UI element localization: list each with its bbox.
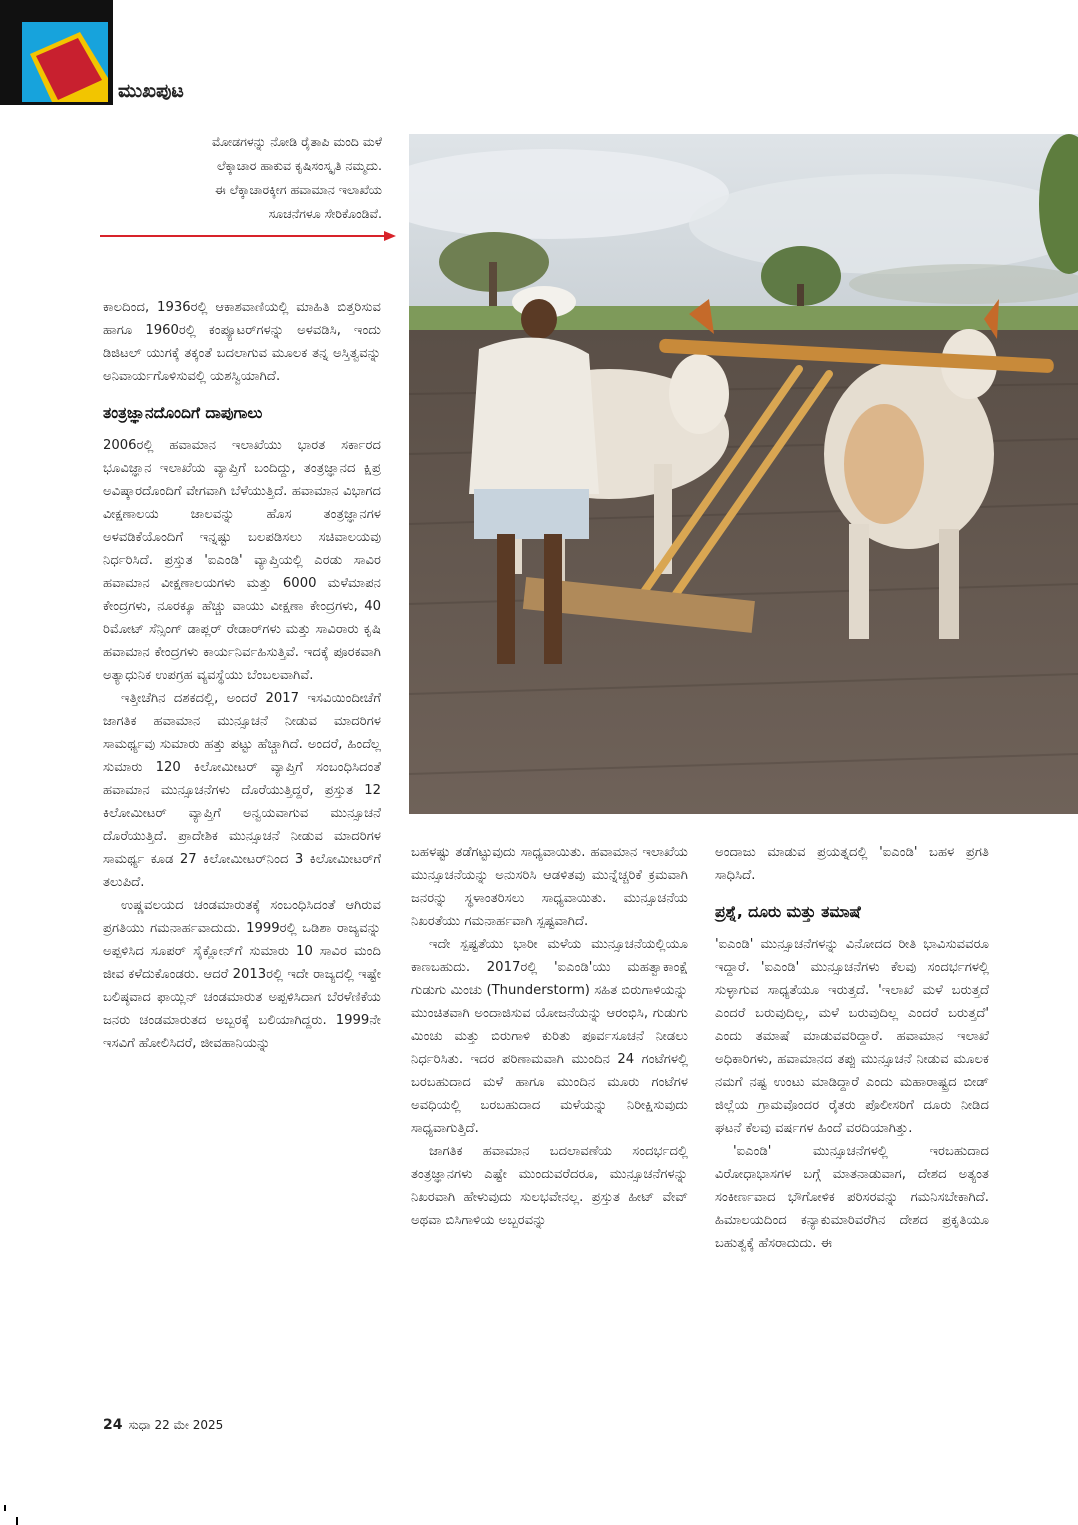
- caption-line: ಲೆಕ್ಕಾಚಾರ ಹಾಕುವ ಕೃಷಿಸಂಸ್ಕೃತಿ ನಮ್ಮದು.: [216, 158, 382, 173]
- caption-line: ಸೂಚನೆಗಳೂ ಸೇರಿಕೊಂಡಿವೆ.: [268, 206, 382, 221]
- page-footer: [103, 1417, 223, 1433]
- article-column-3: [715, 841, 989, 1255]
- article-column-2: [411, 841, 688, 1232]
- body-paragraph: ಇದೇ ಸ್ಪಷ್ಟತೆಯು ಭಾರೀ ಮಳೆಯ ಮುನ್ಸೂಚನೆಯಲ್ಲಿಯೂ ಕಾಣಬಹುದು. 2017ರಲ್ಲಿ 'ಐಎಂಡಿ'ಯು ಮಹತ್ವಾಕಾಂಕ್ಷೆ ಗುಡುಗು ಮಿಂಚು (Thunderstorm) ಸಹಿತ ಬಿರುಗಾಳಿಯನ್ನು ಮುಂಚಿತವಾಗಿ ಅಂದಾಜಿಸುವ ಯೋಜನೆಯನ್ನು ಆರಂಭಿಸಿ, ಗುಡುಗು ಮಿಂಚು ಮತ್ತು ಬಿರುಗಾಳಿ ಕುರಿತು ಪೂರ್ವಸೂಚನೆ ನೀಡಲು ನಿರ್ಧರಿಸಿತು. ಇದರ ಪರಿಣಾಮವಾಗಿ ಮುಂದಿನ 24 ಗಂಟೆಗಳಲ್ಲಿ ಬರಬಹುದಾದ ಮಳೆ ಹಾಗೂ ಮುಂದಿನ ಮೂರು ಗಂಟೆಗಳ ಅವಧಿಯಲ್ಲಿ ಬರಬಹುದಾದ ಮಳೆಯನ್ನು ನಿರೀಕ್ಷಿಸುವುದು ಸಾಧ್ಯವಾಗುತ್ತಿದೆ.: [411, 937, 688, 1136]
- subheading-question-complaint: ಪ್ರಶ್ನೆ, ದೂರು ಮತ್ತು ತಮಾಷೆ: [715, 903, 861, 921]
- body-paragraph: 2006ರಲ್ಲಿ ಹವಾಮಾನ ಇಲಾಖೆಯು ಭಾರತ ಸರ್ಕಾರದ ಭೂವಿಜ್ಞಾನ ಇಲಾಖೆಯ ವ್ಯಾಪ್ತಿಗೆ ಬಂದಿದ್ದು, ತಂತ್ರಜ್ಞಾನದ ಕ್ಷಿಪ್ರ ಅವಿಷ್ಕಾರದೊಂದಿಗೆ ವೇಗವಾಗಿ ಬೆಳೆಯುತ್ತಿದೆ. ಹವಾಮಾನ ವಿಭಾಗದ ವೀಕ್ಷಣಾಲಯ ಜಾಲವನ್ನು ಹೊಸ ತಂತ್ರಜ್ಞಾನಗಳ ಅಳವಡಿಕೆಯೊಂದಿಗೆ ಇನ್ನಷ್ಟು ಬಲಪಡಿಸಲು ಸಚಿವಾಲಯವು ನಿರ್ಧರಿಸಿದೆ. ಪ್ರಸ್ತುತ 'ಐಎಂಡಿ' ವ್ಯಾಪ್ತಿಯಲ್ಲಿ ಎರಡು ಸಾವಿರ ಹವಾಮಾನ ವೀಕ್ಷಣಾಲಯಗಳು ಮತ್ತು 6000 ಮಳೆಮಾಪನ ಕೇಂದ್ರಗಳು, ನೂರಕ್ಕೂ ಹೆಚ್ಚು ವಾಯು ವೀಕ್ಷಣಾ ಕೇಂದ್ರಗಳು, 40 ರಿಮೋಟ್ ಸೆನ್ಸಿಂಗ್ ಡಾಪ್ಲರ್ ರೇಡಾರ್‌ಗಳು ಮತ್ತು ಸಾವಿರಾರು ಕೃಷಿ ಹವಾಮಾನ ಕೇಂದ್ರಗಳು ಕಾರ್ಯನಿರ್ವಹಿಸುತ್ತಿವೆ. ಇದಕ್ಕೆ ಪೂರಕವಾಗಿ ಅತ್ಯಾಧುನಿಕ ಉಪಗ್ರಹ ವ್ಯವಸ್ಥೆಯು ಬೆಂಬಲವಾಗಿವೆ.: [103, 438, 381, 683]
- section-label: ಮುಖಪುಟ: [118, 80, 184, 102]
- crop-mark: [4, 1505, 6, 1511]
- page-number: 24: [103, 1417, 123, 1433]
- caption-line: ಮೋಡಗಳನ್ನು ನೋಡಿ ರೈತಾಪಿ ಮಂದಿ ಮಳೆ: [212, 134, 382, 149]
- body-paragraph: ಕಾಲದಿಂದ, 1936ರಲ್ಲಿ ಆಕಾಶವಾಣಿಯಲ್ಲಿ ಮಾಹಿತಿ ಬಿತ್ತರಿಸುವ ಹಾಗೂ 1960ರಲ್ಲಿ ಕಂಪ್ಯೂಟರ್‌ಗಳನ್ನು ಅಳವಡಿಸಿ, ಇಂದು ಡಿಜಿಟಲ್ ಯುಗಕ್ಕೆ ತಕ್ಕಂತೆ ಬದಲಾಗುವ ಮೂಲಕ ತನ್ನ ಅಸ್ತಿತ್ವವನ್ನು ಅನಿವಾರ್ಯಗೊಳಿಸುವಲ್ಲಿ ಯಶಸ್ವಿಯಾಗಿದೆ.: [103, 300, 381, 384]
- section-logo: [22, 22, 108, 102]
- body-paragraph: ಉಷ್ಣವಲಯದ ಚಂಡಮಾರುತಕ್ಕೆ ಸಂಬಂಧಿಸಿದಂತೆ ಆಗಿರುವ ಪ್ರಗತಿಯು ಗಮನಾರ್ಹವಾದುದು. 1999ರಲ್ಲಿ ಒಡಿಶಾ ರಾಜ್ಯವನ್ನು ಅಪ್ಪಳಿಸಿದ ಸೂಪರ್ ಸೈಕ್ಲೋನ್‌ಗೆ ಸುಮಾರು 10 ಸಾವಿರ ಮಂದಿ ಜೀವ ಕಳೆದುಕೊಂಡರು. ಆದರೆ 2013ರಲ್ಲಿ ಇದೇ ರಾಜ್ಯದಲ್ಲಿ ಇಷ್ಟೇ ಬಲಿಷ್ಠವಾದ ಫಾಯ್ಲಿನ್ ಚಂಡಮಾರುತ ಅಪ್ಪಳಿಸಿದಾಗ ಬೆರಳೆಣಿಕೆಯ ಜನರು ಚಂಡಮಾರುತದ ಅಬ್ಬರಕ್ಕೆ ಬಲಿಯಾಗಿದ್ದರು. 1999ನೇ ಇಸವಿಗೆ ಹೋಲಿಸಿದರೆ, ಜೀವಹಾನಿಯನ್ನು: [103, 898, 381, 1051]
- magazine-logo-block: [0, 0, 113, 105]
- crop-mark: [16, 1517, 18, 1525]
- section-logo-graphic: [22, 22, 108, 102]
- body-paragraph: 'ಐಎಂಡಿ' ಮುನ್ಸೂಚನೆಗಳಲ್ಲಿ ಇರಬಹುದಾದ ವಿರೋಧಾಭಾಸಗಳ ಬಗ್ಗೆ ಮಾತನಾಡುವಾಗ, ದೇಶದ ಅತ್ಯಂತ ಸಂಕೀರ್ಣವಾದ ಭೌಗೋಳಿಕ ಪರಿಸರವನ್ನು ಗಮನಿಸಬೇಕಾಗಿದೆ. ಹಿಮಾಲಯದಿಂದ ಕನ್ಯಾಕುಮಾರಿವರೆಗಿನ ದೇಶದ ಪ್ರಕೃತಿಯೂ ಬಹುತ್ವಕ್ಕೆ ಹೆಸರಾದುದು. ಈ: [715, 1144, 989, 1251]
- photo-caption: [100, 130, 382, 226]
- subheading-technology: ತಂತ್ರಜ್ಞಾನದೊಂದಿಗೆ ದಾಪುಗಾಲು: [103, 404, 263, 422]
- body-paragraph: ಅಂದಾಜು ಮಾಡುವ ಪ್ರಯತ್ನದಲ್ಲಿ 'ಐಎಂಡಿ' ಬಹಳ ಪ್ರಗತಿ ಸಾಧಿಸಿದೆ.: [715, 845, 989, 883]
- caption-line: ಈ ಲೆಕ್ಕಾಚಾರಕ್ಕೀಗ ಹವಾಮಾನ ಇಲಾಖೆಯ: [214, 182, 382, 197]
- body-paragraph: ಜಾಗತಿಕ ಹವಾಮಾನ ಬದಲಾವಣೆಯ ಸಂದರ್ಭದಲ್ಲಿ ತಂತ್ರಜ್ಞಾನಗಳು ಎಷ್ಟೇ ಮುಂದುವರೆದರೂ, ಮುನ್ಸೂಚನೆಗಳನ್ನು ನಿಖರವಾಗಿ ಹೇಳುವುದು ಸುಲಭವೇನಲ್ಲ. ಪ್ರಸ್ತುತ ಹೀಟ್ ವೇವ್ ಅಥವಾ ಬಿಸಿಗಾಳಿಯ ಅಬ್ಬರವನ್ನು: [411, 1144, 688, 1228]
- photo-greenery: [409, 306, 1078, 334]
- article-column-1: [103, 296, 381, 1055]
- body-paragraph: ಇತ್ತೀಚೆಗಿನ ದಶಕದಲ್ಲಿ, ಅಂದರೆ 2017 ಇಸವಿಯಿಂದೀಚೆಗೆ ಜಾಗತಿಕ ಹವಾಮಾನ ಮುನ್ಸೂಚನೆ ನೀಡುವ ಮಾದರಿಗಳ ಸಾಮರ್ಥ್ಯವು ಸುಮಾರು ಹತ್ತು ಪಟ್ಟು ಹೆಚ್ಚಾಗಿದೆ. ಅಂದರೆ, ಹಿಂದೆಲ್ಲ ಸುಮಾರು 120 ಕಿಲೋಮೀಟರ್ ವ್ಯಾಪ್ತಿಗೆ ಸಂಬಂಧಿಸಿದಂತೆ ಹವಾಮಾನ ಮುನ್ಸೂಚನೆಗಳು ದೊರೆಯುತ್ತಿದ್ದರೆ, ಪ್ರಸ್ತುತ 12 ಕಿಲೋಮೀಟರ್ ವ್ಯಾಪ್ತಿಗೆ ಅನ್ವಯವಾಗುವ ಮುನ್ಸೂಚನೆ ದೊರೆಯುತ್ತಿದೆ. ಪ್ರಾದೇಶಿಕ ಮುನ್ಸೂಚನೆ ನೀಡುವ ಮಾದರಿಗಳ ಸಾಮರ್ಥ್ಯ ಕೂಡ 27 ಕಿಲೋಮೀಟರ್‌ನಿಂದ 3 ಕಿಲೋಮೀಟರ್‌ಗೆ ತಲುಪಿದೆ.: [103, 691, 381, 890]
- caption-arrow-icon: [100, 229, 396, 243]
- body-paragraph: ಬಹಳಷ್ಟು ತಡೆಗಟ್ಟುವುದು ಸಾಧ್ಯವಾಯಿತು. ಹವಾಮಾನ ಇಲಾಖೆಯ ಮುನ್ಸೂಚನೆಯನ್ನು ಅನುಸರಿಸಿ ಆಡಳಿತವು ಮುನ್ನೆಚ್ಚರಿಕೆ ಕ್ರಮವಾಗಿ ಜನರನ್ನು ಸ್ಥಳಾಂತರಿಸಲು ಸಾಧ್ಯವಾಯಿತು. ಮುನ್ಸೂಚನೆಯ ನಿಖರತೆಯು ಗಮನಾರ್ಹವಾಗಿ ಸ್ಪಷ್ಟವಾಗಿದೆ.: [411, 845, 688, 929]
- body-paragraph: 'ಐಎಂಡಿ' ಮುನ್ಸೂಚನೆಗಳನ್ನು ವಿನೋದದ ರೀತಿ ಭಾವಿಸುವವರೂ ಇದ್ದಾರೆ. 'ಐಎಂಡಿ' ಮುನ್ಸೂಚನೆಗಳು ಕೆಲವು ಸಂದರ್ಭಗಳಲ್ಲಿ ಸುಳ್ಳಾಗುವ ಸಾಧ್ಯತೆಯೂ ಇರುತ್ತದೆ. 'ಇಲಾಖೆ ಮಳೆ ಬರುತ್ತದೆ ಎಂದರೆ ಬರುವುದಿಲ್ಲ, ಮಳೆ ಬರುವುದಿಲ್ಲ ಎಂದರೆ ಬರುತ್ತದೆ' ಎಂದು ತಮಾಷೆ ಮಾಡುವವರಿದ್ದಾರೆ. ಹವಾಮಾನ ಇಲಾಖೆ ಅಧಿಕಾರಿಗಳು, ಹವಾಮಾನದ ತಪ್ಪು ಮುನ್ಸೂಚನೆ ನೀಡುವ ಮೂಲಕ ನಮಗೆ ನಷ್ಟ ಉಂಟು ಮಾಡಿದ್ದಾರೆ ಎಂದು ಮಹಾರಾಷ್ಟ್ರದ ಬೀಡ್ ಜಿಲ್ಲೆಯ ಗ್ರಾಮವೊಂದರ ರೈತರು ಪೊಲೀಸರಿಗೆ ದೂರು ನೀಡಿದ ಘಟನೆ ಕೆಲವು ವರ್ಷಗಳ ಹಿಂದೆ ವರದಿಯಾಗಿತ್ತು.: [715, 937, 989, 1136]
- publication-info: ಸುಧಾ 22 ಮೇ 2025: [128, 1418, 224, 1432]
- farmer-ploughing-photo: [409, 134, 1078, 814]
